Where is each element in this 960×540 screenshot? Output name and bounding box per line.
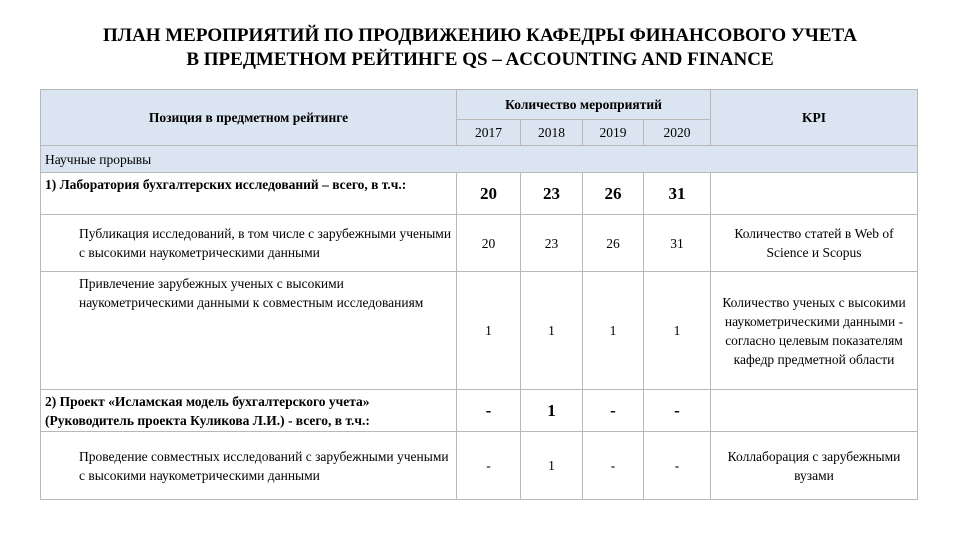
row-value-2017: 1: [457, 272, 521, 390]
row-value-2020: 1: [644, 272, 711, 390]
row-value-2020: 31: [644, 173, 711, 215]
row-value-2019: -: [583, 432, 644, 500]
row-value-2020: -: [644, 390, 711, 432]
row-value-2019: 26: [583, 173, 644, 215]
row-kpi: [711, 173, 918, 215]
table-row: [41, 272, 918, 390]
section-row: [41, 146, 918, 173]
row-value-2018: 1: [521, 272, 583, 390]
header-row: [41, 90, 918, 120]
row-kpi: [711, 390, 918, 432]
row-label: Привлечение зарубежных ученых с высокими наукометрическими данными к совместным исследованиям: [41, 272, 457, 390]
header-position: Позиция в предметном рейтинге: [41, 90, 457, 146]
row-value-2017: -: [457, 390, 521, 432]
table-row: [41, 215, 918, 272]
row-value-2018: 1: [521, 432, 583, 500]
row-label: 2) Проект «Исламская модель бухгалтерского учета» (Руководитель проекта Куликова Л.И.) - всего, в т.ч.:: [41, 390, 457, 432]
header-count: Количество мероприятий: [457, 90, 711, 120]
row-value-2020: 31: [644, 215, 711, 272]
header-kpi: KPI: [711, 90, 918, 146]
slide-title: [0, 24, 960, 72]
row-label: Проведение совместных исследований с зарубежными учеными с высокими наукометрическими данными: [41, 432, 457, 500]
row-kpi: Количество статей в Web of Science и Scopus: [711, 215, 918, 272]
header-year-2018: 2018: [521, 120, 583, 146]
row-value-2019: -: [583, 390, 644, 432]
row-value-2018: 23: [521, 215, 583, 272]
title-line-2: В ПРЕДМЕТНОМ РЕЙТИНГЕ QS – ACCOUNTING AND FINANCE: [186, 49, 774, 70]
row-value-2018: 1: [521, 390, 583, 432]
row-value-2019: 26: [583, 215, 644, 272]
plan-table: [40, 89, 918, 500]
row-kpi: Коллаборация с зарубежными вузами: [711, 432, 918, 500]
row-kpi: Количество ученых с высокими наукометрическими данными - согласно целевым показателям кафедр предметной области: [711, 272, 918, 390]
row-value-2019: 1: [583, 272, 644, 390]
row-label: 1) Лаборатория бухгалтерских исследований – всего, в т.ч.:: [41, 173, 457, 215]
row-label: Публикация исследований, в том числе с зарубежными учеными с высокими наукометрическими данными: [41, 215, 457, 272]
row-value-2017: 20: [457, 215, 521, 272]
row-value-2020: -: [644, 432, 711, 500]
table-row: [41, 173, 918, 215]
header-year-2019: 2019: [583, 120, 644, 146]
table-row: [41, 432, 918, 500]
header-year-2020: 2020: [644, 120, 711, 146]
row-value-2018: 23: [521, 173, 583, 215]
title-line-1: ПЛАН МЕРОПРИЯТИЙ ПО ПРОДВИЖЕНИЮ КАФЕДРЫ ФИНАНСОВОГО УЧЕТА: [103, 25, 857, 46]
table-row: [41, 390, 918, 432]
row-value-2017: 20: [457, 173, 521, 215]
header-year-2017: 2017: [457, 120, 521, 146]
row-value-2017: -: [457, 432, 521, 500]
section-label: Научные прорывы: [41, 146, 918, 173]
